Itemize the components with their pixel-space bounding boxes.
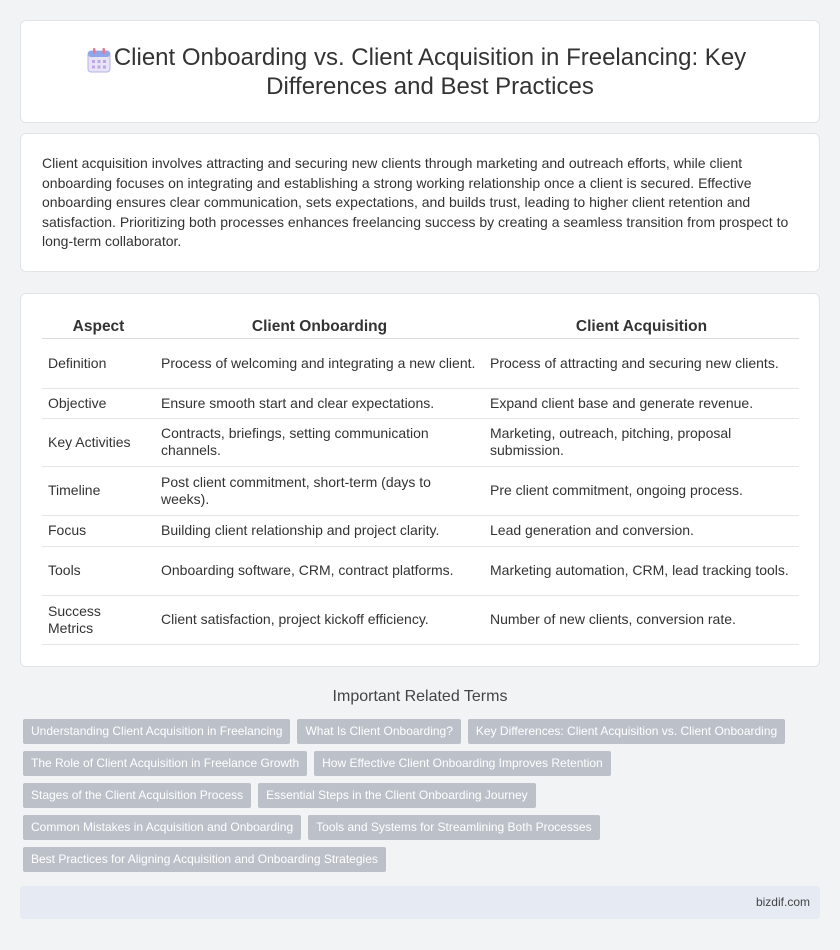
aspect-cell: Definition: [42, 338, 155, 388]
related-terms-title: Important Related Terms: [332, 688, 508, 705]
acquisition-cell: Process of attracting and securing new clients.: [484, 338, 799, 388]
acquisition-cell: Marketing automation, CRM, lead tracking tools.: [484, 546, 799, 595]
table-row: [42, 418, 799, 466]
related-term-link[interactable]: Common Mistakes in Acquisition and Onboarding: [23, 815, 301, 840]
page-title: Client Onboarding vs. Client Acquisition in Freelancing: Key Differences and Best Practices: [113, 44, 747, 100]
onboarding-cell: Contracts, briefings, setting communication channels.: [155, 418, 484, 466]
aspect-cell: Tools: [42, 546, 155, 595]
onboarding-cell: Client satisfaction, project kickoff efficiency.: [155, 595, 484, 644]
header-aspect: Aspect: [42, 314, 155, 338]
acquisition-cell: Marketing, outreach, pitching, proposal submission.: [484, 418, 799, 466]
header-client-acquisition: Client Acquisition: [484, 314, 799, 338]
related-terms-list: [23, 719, 823, 879]
table-header-row: [42, 314, 799, 338]
related-term-link[interactable]: Understanding Client Acquisition in Freelancing: [23, 719, 290, 744]
related-term-link[interactable]: Tools and Systems for Streamlining Both Processes: [308, 815, 599, 840]
header-client-onboarding: Client Onboarding: [155, 314, 484, 338]
acquisition-cell: Lead generation and conversion.: [484, 515, 799, 546]
aspect-cell: Success Metrics: [42, 595, 155, 644]
table-row: [42, 388, 799, 418]
related-term-link[interactable]: Stages of the Client Acquisition Process: [23, 783, 251, 808]
onboarding-cell: Ensure smooth start and clear expectations.: [155, 388, 484, 418]
table-row: [42, 595, 799, 644]
related-term-link[interactable]: Key Differences: Client Acquisition vs. Client Onboarding: [468, 719, 785, 744]
aspect-cell: Focus: [42, 515, 155, 546]
table-row: [42, 338, 799, 388]
intro-paragraph: Client acquisition involves attracting and securing new clients through marketing and outreach efforts, while client onboarding focuses on integrating and establishing a strong working relationship once a client is secured. Effective onboarding ensures clear communication, sets expectations, and builds trust, leading to higher client retention and satisfaction. Prioritizing both processes enhances freelancing success by creating a seamless transition from prospect to long-term collaborator.: [42, 155, 789, 249]
table-row: [42, 466, 799, 515]
acquisition-cell: Expand client base and generate revenue.: [484, 388, 799, 418]
acquisition-cell: Number of new clients, conversion rate.: [484, 595, 799, 644]
table-row: [42, 515, 799, 546]
onboarding-cell: Onboarding software, CRM, contract platforms.: [155, 546, 484, 595]
related-term-link[interactable]: What Is Client Onboarding?: [297, 719, 460, 744]
comparison-table: [42, 314, 799, 645]
related-term-link[interactable]: Essential Steps in the Client Onboarding Journey: [258, 783, 536, 808]
header-card: [20, 20, 820, 123]
table-row: [42, 546, 799, 595]
aspect-cell: Timeline: [42, 466, 155, 515]
related-term-link[interactable]: The Role of Client Acquisition in Freelance Growth: [23, 751, 307, 776]
footer-site-link[interactable]: bizdif.com: [755, 895, 810, 909]
onboarding-cell: Building client relationship and project clarity.: [155, 515, 484, 546]
acquisition-cell: Pre client commitment, ongoing process.: [484, 466, 799, 515]
onboarding-cell: Post client commitment, short-term (days to weeks).: [155, 466, 484, 515]
comparison-card: [20, 293, 820, 667]
aspect-cell: Objective: [42, 388, 155, 418]
footer: [20, 886, 820, 919]
intro-card: [20, 133, 820, 272]
onboarding-cell: Process of welcoming and integrating a new client.: [155, 338, 484, 388]
aspect-cell: Key Activities: [42, 418, 155, 466]
related-term-link[interactable]: How Effective Client Onboarding Improves Retention: [314, 751, 611, 776]
related-term-link[interactable]: Best Practices for Aligning Acquisition and Onboarding Strategies: [23, 847, 386, 872]
